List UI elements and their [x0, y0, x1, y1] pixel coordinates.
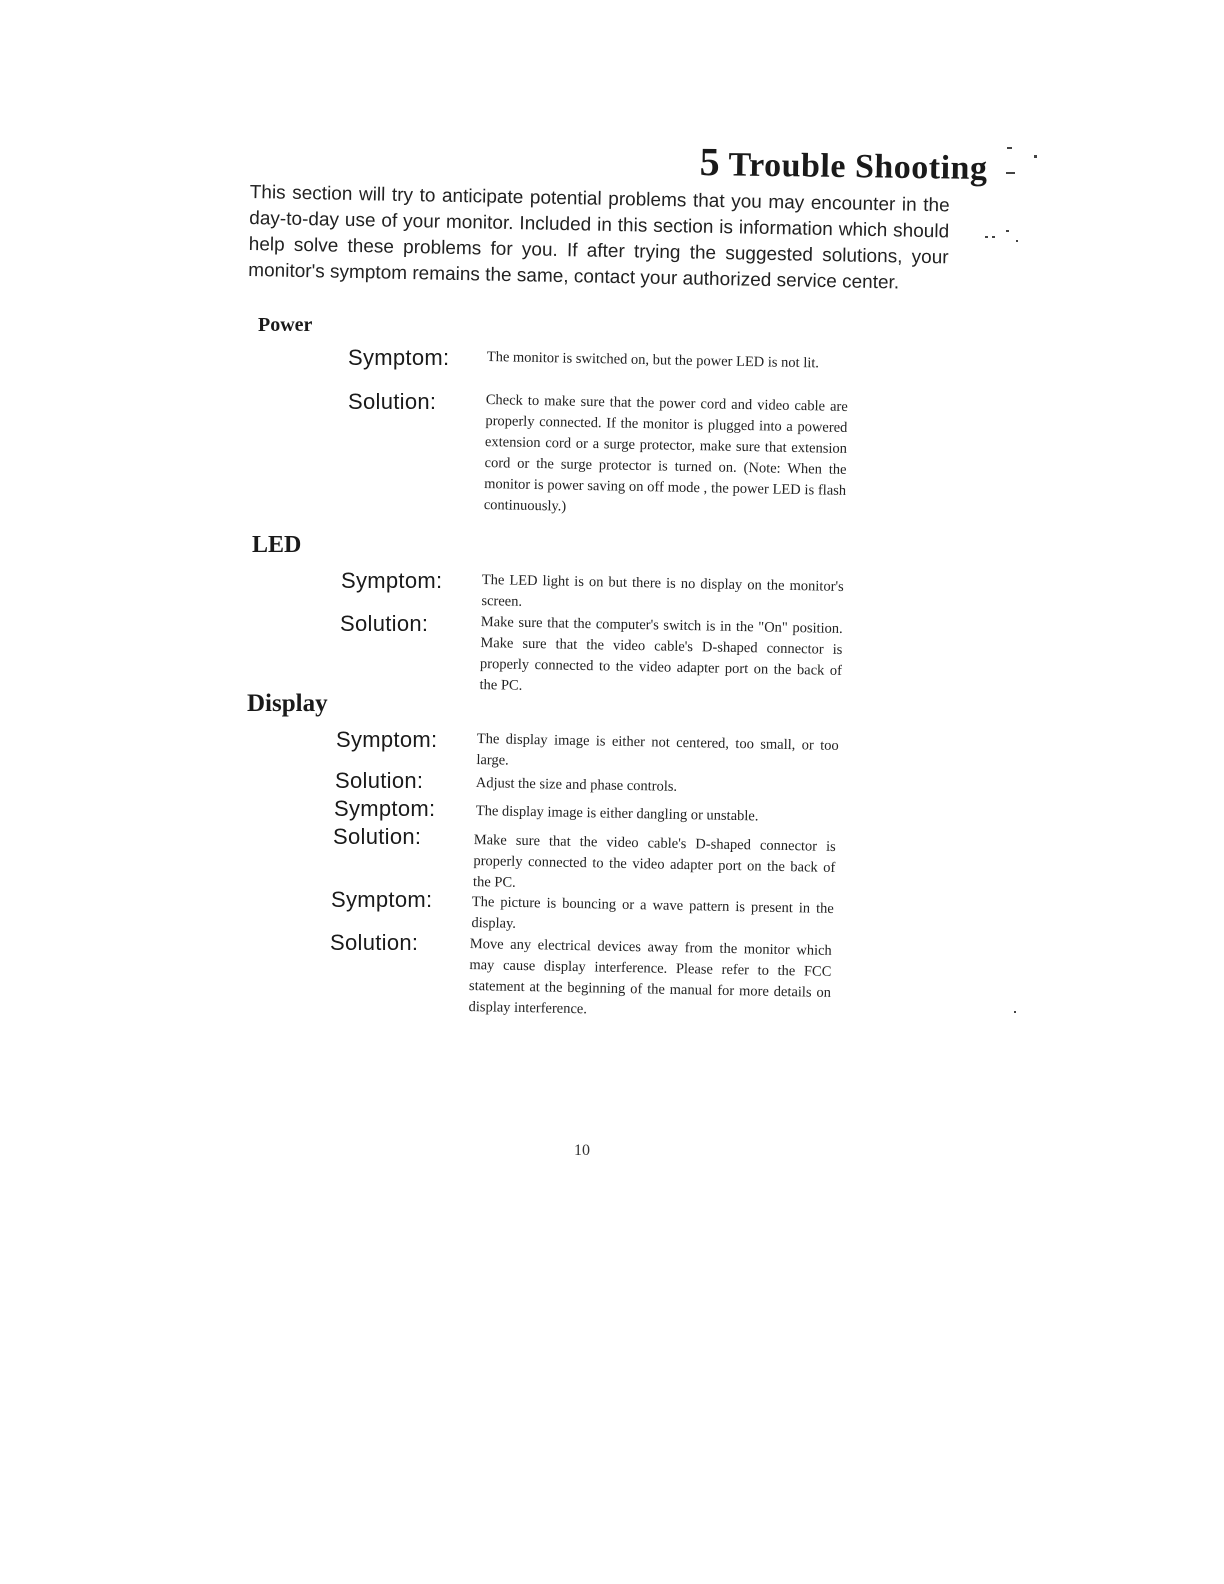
- display-symptom-2-text: The display image is either dangling or unstable.: [475, 802, 759, 825]
- led-symptom-text: The LED light is on but there is no display on the monitor's screen.: [481, 571, 844, 610]
- scan-speck: [985, 236, 988, 238]
- display-symptom-3-text: The picture is bouncing or a wave pattern is present in the display.: [471, 893, 834, 932]
- page-number: 10: [574, 1142, 590, 1159]
- scan-speck: [1006, 230, 1009, 232]
- led-solution-text: Make sure that the computer's switch is in the "On" position. Make sure that the video cable's D-shaped connector is properly connected to the video adapter port on the back of the PC.: [479, 613, 843, 694]
- power-solution-label: Solution:: [348, 389, 437, 414]
- display-solution-1-text: Adjust the size and phase controls.: [475, 774, 678, 795]
- page-title: [699, 138, 988, 189]
- display-solution-3-label: Solution:: [330, 930, 419, 955]
- power-symptom-label: Symptom:: [348, 345, 450, 370]
- display-symptom-3-label: Symptom:: [331, 887, 433, 912]
- power-solution-text: Check to make sure that the power cord and video cable are properly connected. If the monitor is plugged into a powered extension cord or a surge protector, make sure that extension cord or the surge protector is turned on. (Note: When the monitor is power saving on off mode , the power LED is flash continuously.): [483, 391, 848, 515]
- display-solution-2-label: Solution:: [333, 824, 422, 849]
- intro-paragraph: This section will try to anticipate potential problems that you may encounter in the day-to-day use of your monitor. Included in this section is information which should help solve these problems for you. If after trying the suggested solutions, your monitor's symptom remains the same, contact your authorized service center.: [248, 181, 950, 294]
- display-symptom-1-label: Symptom:: [336, 727, 438, 752]
- display-solution-2-text: Make sure that the video cable's D-shaped connector is properly connected to the video adapter port on the back of the PC.: [472, 831, 836, 891]
- section-heading-display: Display: [247, 690, 328, 717]
- section-heading-led: LED: [252, 532, 302, 558]
- display-symptom-1-text: The display image is either not centered, too small, or too large.: [476, 730, 839, 769]
- chapter-number: 5: [699, 138, 721, 185]
- scan-speck: [992, 236, 995, 238]
- display-solution-3-text: Move any electrical devices away from the monitor which may cause display interference. Please refer to the FCC statement at the beginning of the manual for more details on display interference.: [468, 935, 832, 1018]
- power-symptom-text: The monitor is switched on, but the power LED is not lit.: [486, 348, 820, 372]
- led-symptom-label: Symptom:: [341, 568, 443, 593]
- display-solution-1-label: Solution:: [335, 768, 424, 793]
- scan-speck: [1016, 240, 1018, 242]
- section-heading-power: Power: [258, 314, 313, 336]
- scan-speck: [1007, 147, 1012, 149]
- scan-speck: [1014, 1011, 1016, 1013]
- chapter-title: Trouble Shooting: [728, 146, 988, 188]
- led-solution-label: Solution:: [340, 611, 429, 636]
- display-symptom-2-label: Symptom:: [334, 796, 436, 821]
- scan-speck: [1006, 172, 1015, 174]
- scan-speck: [1034, 155, 1037, 158]
